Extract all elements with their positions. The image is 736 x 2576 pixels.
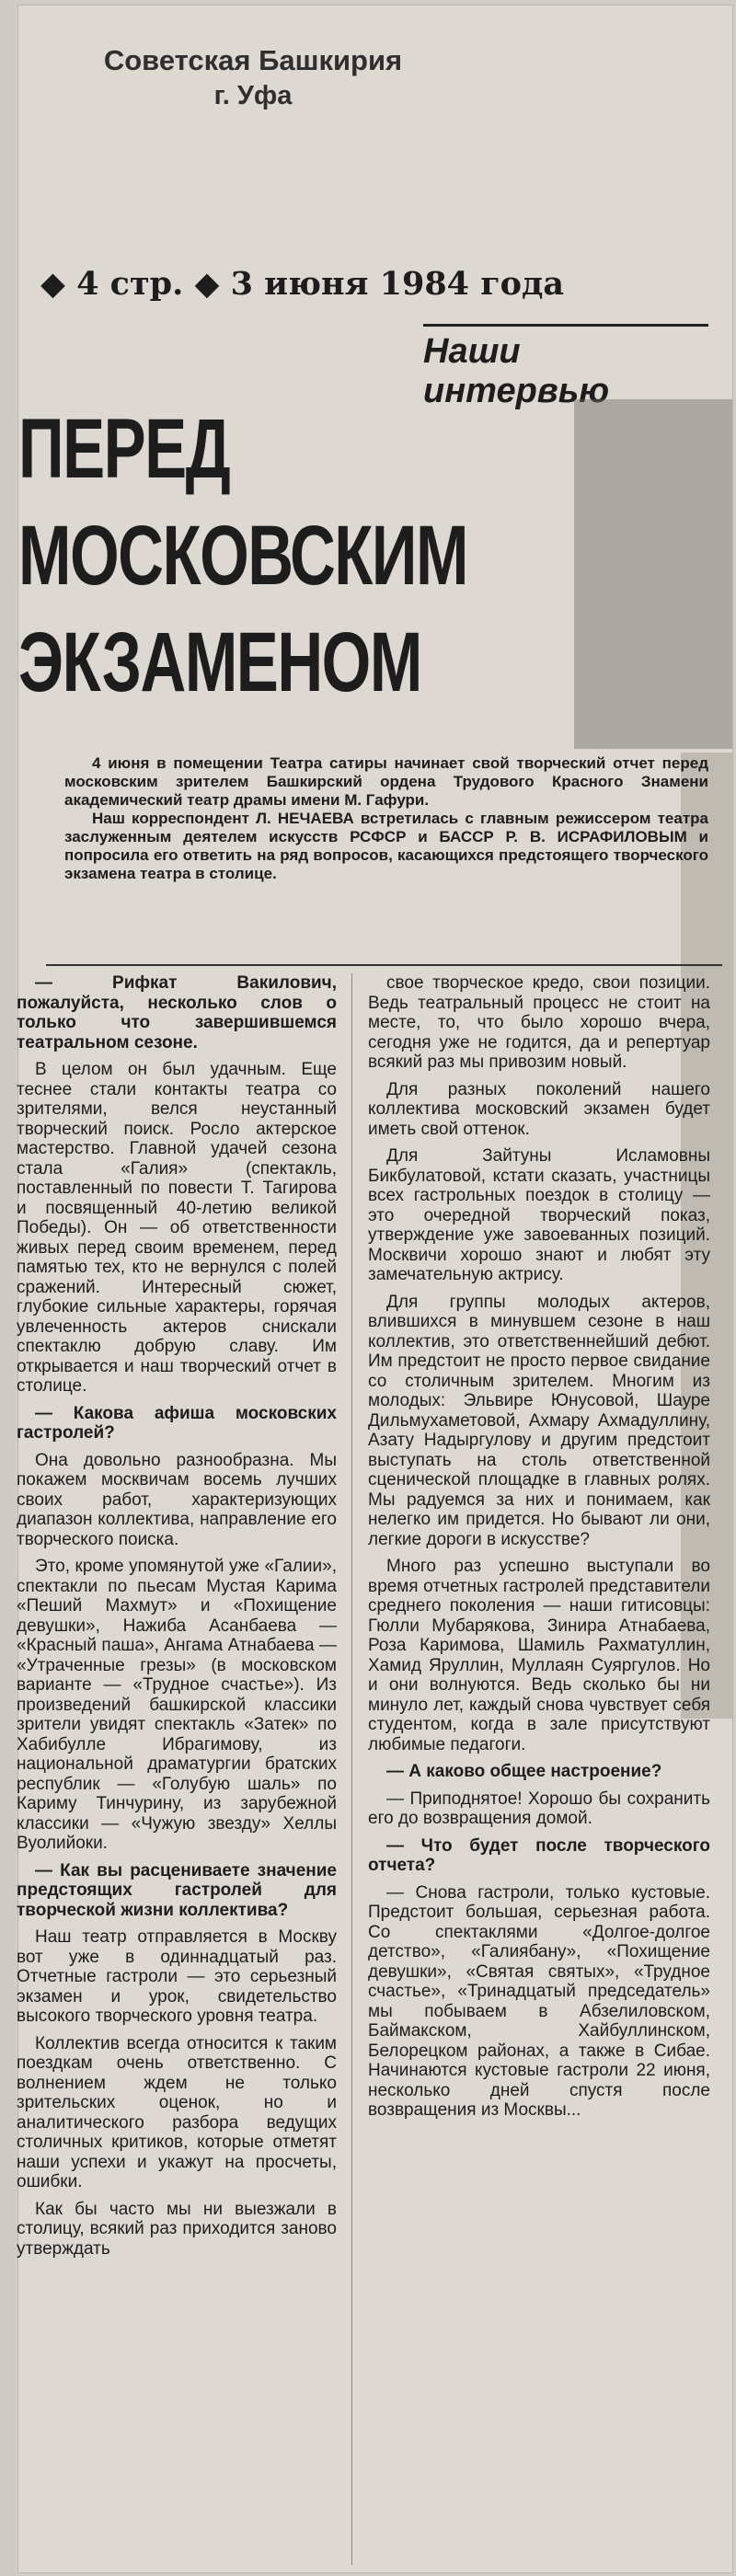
interview-answer: Она довольно разнообразна. Мы покажем москвичам восемь лучших своих работ, характеризующих диапазон коллектива, направление его творческого поиска. [17, 1450, 337, 1549]
interview-answer: Коллектив всегда относится к таким поездкам очень ответственно. С волнением ждем не только зрительских оценок, но и аналитического разбора ведущих столичных критиков, которые отметят наши успехи и укажут на просчеты, ошибки. [17, 2033, 337, 2191]
interview-question: — Рифкат Вакилович, пожалуйста, несколько слов о только что завершившемся театральном сезоне. [17, 973, 337, 1052]
lead-paragraph: 4 июня в помещении Театра сатиры начинает свой творческий отчет перед московским зрителем Башкирский ордена Трудового Красного Знамени академический театр драмы имени М. Гафури. [64, 754, 708, 809]
headline-line: ПЕРЕД [18, 402, 230, 496]
source-stamp [55, 6, 451, 130]
interview-answer: Наш театр отправляется в Москву вот уже в одиннадцатый раз. Отчетные гастроли — это серьезный экзамен и урок, свидетельство высокого творческого уровня театра. [17, 1927, 337, 2026]
interview-question: — Какова афиша московских гастролей? [17, 1403, 337, 1443]
lead-divider [46, 964, 722, 966]
interview-answer: Как бы часто мы ни выезжали в столицу, всякий раз приходится заново утверждать [17, 2199, 337, 2259]
lead-paragraphs [64, 754, 708, 883]
interview-answer: — Снова гастроли, только кустовые. Предстоит большая, серьезная работа. Со спектаклями «Долгое-долгое детство», «Галиябану», «Похищение девушки», «Святая святых», «Трудное счастье», «Тринадцатый председатель» мы побываем в Абзелиловском, Баймакском, Хайбуллинском, Белорецком районах, а также в Сибае. Начинаются кустовые гастроли 22 июня, несколько дней спустя после возвращения из Москвы... [368, 1882, 710, 2120]
source-newspaper-name: Советская Башкирия [103, 44, 403, 76]
interview-answer: Для группы молодых актеров, влившихся в минувшем сезоне в наш коллектив, это ответственнейший дебют. Им предстоит не просто первое свидание со столичным зрителем. Многим из молодых: Эльвире Юнусовой, Шауре Дильмухаметовой, Ахмару Ахмадуллину, Азату Надыргулову и другим предстоит выступать на столь ответственной сценической площадке в главных ролях. Мы радуемся за них и понимаем, как нелегко им придется. Но бывают ли они, легкие дороги в искусстве? [368, 1292, 710, 1549]
dateline: ◆ 4 стр. ◆ 3 июня 1984 года [40, 265, 565, 303]
rubric-label: Наши интервью [423, 332, 610, 410]
interview-answer: Много раз успешно выступали во время отчетных гастролей представители среднего поколения — наши гитисовцы: Гюлли Мубарякова, Зинира Атнабаева, Роза Каримова, Шамиль Рахматуллин, Хамид Яруллин, Муллаян Суяргулов. Но и они волнуются. Ведь сколько бы ни минуло лет, каждый снова чувствует себя студентом, когда в зале присутствуют любимые педагоги. [368, 1557, 710, 1754]
interview-answer: — Приподнятое! Хорошо бы сохранить его до возвращения домой. [368, 1788, 710, 1828]
interview-answer: В целом он был удачным. Еще теснее стали контакты театра со зрителями, велся неустанный творческий поиск. Росло актерское мастерство. Главной удачей сезона стала «Галия» (спектакль, поставленный по повести Т. Тагирова и посвященный 40-летию великой Победы). Он — об ответственности живых перед своим временем, перед памятью тех, кто не вернулся с полей сражений. Интересный сюжет, глубокие сильные характеры, горячая увлеченность актеров снискали спектаклю добрую славу. Им открывается и наш творческий отчет в столице. [17, 1060, 337, 1396]
interview-question: — А каково общее настроение? [386, 1762, 662, 1781]
interview-answer: Для разных поколений нашего коллектива московский экзамен будет иметь свой оттенок. [368, 1079, 710, 1139]
interview-question: — Что будет после творческого отчета? [368, 1835, 710, 1875]
rubric [423, 324, 708, 410]
interview-question: — Как вы расцениваете значение предстоящих гастролей для творческой жизни коллектива? [17, 1860, 337, 1920]
headline-line: ЭКЗАМЕНОМ [18, 615, 421, 709]
column-divider [351, 973, 352, 2565]
interview-answer: Для Зайтуны Исламовны Бикбулатовой, кстати сказать, участницы всех гастрольных поездок в столицу — это очередной творческий показ, утверждение уже завоеванных позиций. Москвичи хорошо знают и любят эту замечательную актрису. [368, 1146, 710, 1284]
lead-paragraph: Наш корреспондент Л. НЕЧАЕВА встретилась с главным режиссером театра заслуженным деятелем искусств РСФСР и БАССР Р. В. ИСРАФИЛОВЫМ и попросила его ответить на ряд вопросов, касающихся предстоящего творческого экзамена театра в столице. [64, 810, 708, 882]
interview-answer: свое творческое кредо, свои позиции. Ведь театральный процесс не стоит на месте, то, что было хорошо вчера, сегодня уже не годится, да и репертуар всякий раз мы привозим новый. [368, 973, 710, 1072]
adjacent-article-fragment [574, 399, 732, 749]
source-city: г. Уфа [213, 81, 293, 110]
headline [18, 396, 467, 716]
interview-answer: Это, кроме упомянутой уже «Галии», спектакли по пьесам Мустая Карима «Пеший Махмут» и «Похищение девушки», Нажиба Асанбаева — «Красный паша», Ангама Атнабаева — «Утраченные грезы» (в московском варианте — «Трудное счастье»). Из произведений башкирской классики зрители увидят спектакль «Затек» по Хабибулле Ибрагимову, из национальной драматургии братских республик — «Голубую шаль» по Кариму Тинчурину, из зарубежной классики — «Чужую звезду» Хеллы Вуолийоки. [17, 1557, 337, 1853]
right-column [368, 973, 710, 2128]
left-column [17, 973, 337, 2266]
headline-line: МОСКОВСКИМ [18, 509, 467, 603]
